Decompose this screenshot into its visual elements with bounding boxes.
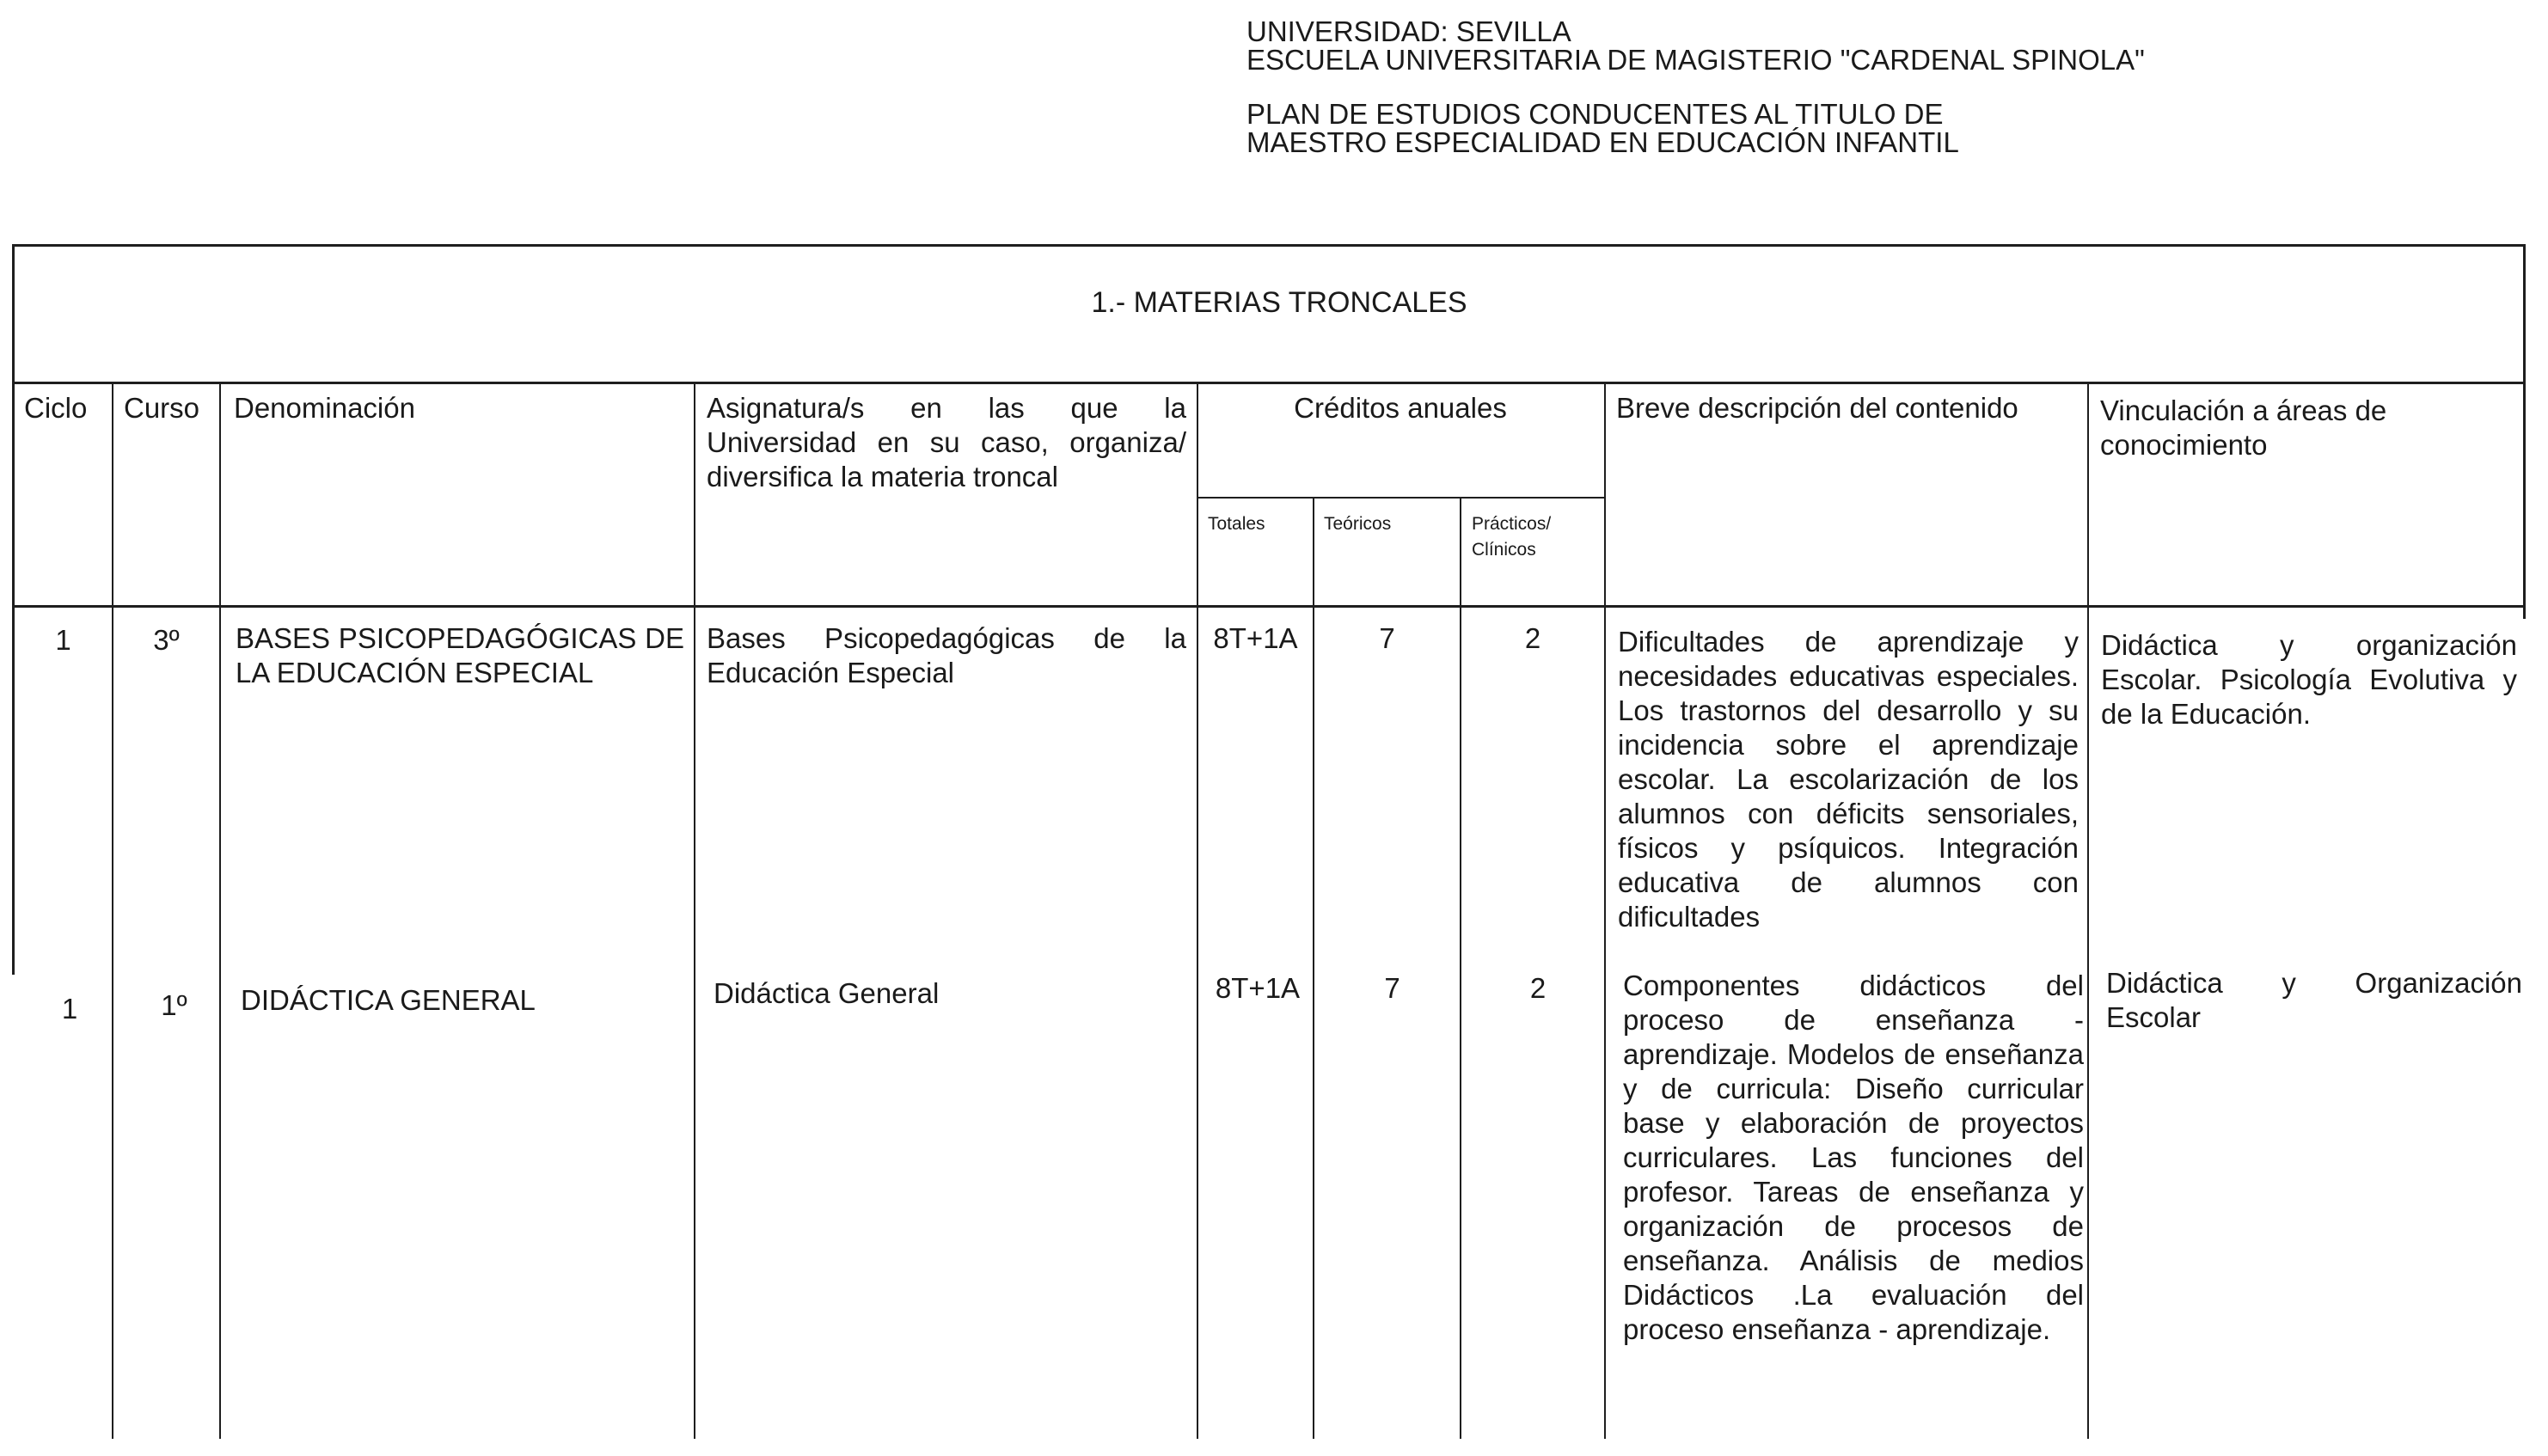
header-vinculacion: Vinculación a áreas de conocimiento bbox=[2100, 395, 2387, 461]
cell-totales: 8T+1A bbox=[1215, 972, 1301, 1004]
university-line: UNIVERSIDAD: SEVILLA bbox=[1246, 15, 1571, 47]
cell-denominacion: DIDÁCTICA GENERAL bbox=[241, 984, 536, 1016]
cell-curso: 3º bbox=[153, 624, 180, 656]
header-totales: Totales bbox=[1208, 514, 1265, 534]
table-title: 1.- MATERIAS TRONCALES bbox=[1091, 286, 1467, 319]
document-header bbox=[1246, 17, 2145, 156]
cell-teoricos: 7 bbox=[1384, 972, 1400, 1004]
cell-vinculacion: Didáctica y Organización Escolar bbox=[2106, 967, 2522, 1033]
school-line: ESCUELA UNIVERSITARIA DE MAGISTERIO "CARDENAL SPINOLA" bbox=[1246, 44, 2145, 76]
header-creditos: Créditos anuales bbox=[1294, 392, 1507, 424]
header-practicos: Prácticos/ Clínicos bbox=[1472, 514, 1552, 560]
cell-vinculacion: Didáctica y organización Escolar. Psicología Evolutiva y de la Educación. bbox=[2101, 629, 2517, 730]
cell-curso: 1º bbox=[161, 989, 187, 1021]
cell-totales: 8T+1A bbox=[1213, 622, 1298, 654]
degree-line: MAESTRO ESPECIALIDAD EN EDUCACIÓN INFANTIL bbox=[1246, 126, 1959, 158]
cell-asignatura: Didáctica General bbox=[714, 977, 940, 1009]
cell-practicos: 2 bbox=[1524, 622, 1541, 654]
cell-descripcion: Dificultades de aprendizaje y necesidades educativas especiales. Los trastornos del desarrollo y su incidencia sobre el aprendizaje escolar. La escolarización de los alumnos con déficits sensoriales, físicos y psíquicos. Integración educativa de alumnos con dificultades bbox=[1618, 626, 2079, 933]
header-curso: Curso bbox=[124, 392, 200, 424]
header-descripcion: Breve descripción del contenido bbox=[1616, 392, 2018, 424]
cell-denominacion: BASES PSICOPEDAGÓGICAS DE LA EDUCACIÓN ESPECIAL bbox=[236, 622, 684, 688]
cell-asignatura: Bases Psicopedagógicas de la Educación Especial bbox=[707, 622, 1186, 688]
cell-teoricos: 7 bbox=[1379, 622, 1395, 654]
cell-ciclo: 1 bbox=[61, 993, 78, 1025]
header-asignaturas: Asignatura/s en las que la Universidad en su caso, organiza/ diversifica la materia troncal bbox=[707, 392, 1186, 492]
header-teoricos: Teóricos bbox=[1324, 514, 1392, 534]
cell-practicos: 2 bbox=[1529, 972, 1547, 1004]
cell-ciclo: 1 bbox=[55, 624, 71, 656]
header-denominacion: Denominación bbox=[234, 392, 415, 424]
cell-descripcion: Componentes didácticos del proceso de enseñanza - aprendizaje. Modelos de enseñanza y de curricula: Diseño curricular base y elaboración de proyectos curriculares. Las funciones del profesor. Tareas de enseñanza y organización de procesos de enseñanza. Análisis de medios Didácticos .La evaluación del proceso enseñanza - aprendizaje. bbox=[1623, 970, 2084, 1345]
plan-line: PLAN DE ESTUDIOS CONDUCENTES AL TITULO DE bbox=[1246, 98, 1944, 130]
header-ciclo: Ciclo bbox=[24, 392, 88, 424]
